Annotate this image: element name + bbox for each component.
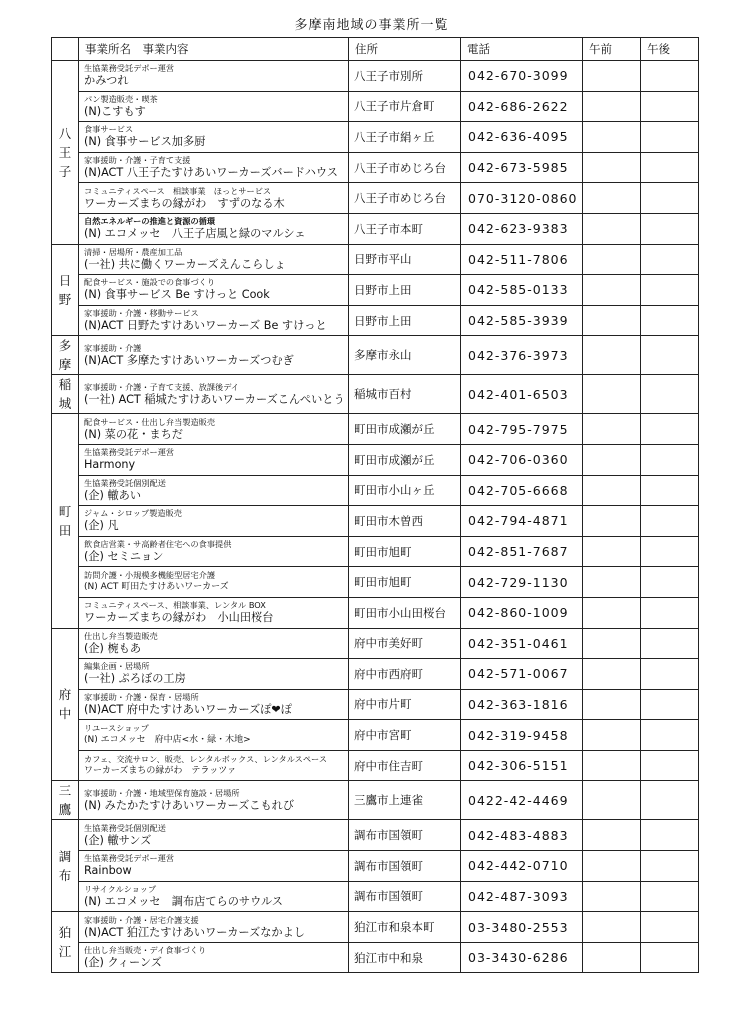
pm-cell	[641, 122, 699, 153]
address-cell: 町田市小山ヶ丘	[349, 475, 461, 506]
business-name: (N) 食事サービス Be すけっと Cook	[84, 288, 270, 302]
business-directory-table	[51, 37, 699, 973]
business-description: 仕出し弁当販売・デイ食事づくり	[84, 945, 207, 956]
address-cell: 稲城市百村	[349, 375, 461, 414]
region-char: 八	[58, 125, 72, 141]
region-char: 王	[58, 144, 72, 160]
pm-cell	[641, 475, 699, 506]
business-name: (一社) ぷろぼの工房	[84, 672, 186, 686]
business-description: 自然エネルギーの推進と資源の循環	[84, 216, 216, 227]
pm-cell	[641, 628, 699, 659]
phone-cell: 042-306-5151	[461, 750, 583, 781]
business-description: 編集企画・居場所	[84, 661, 150, 672]
region-char: 子	[58, 163, 72, 179]
table-row	[52, 91, 699, 122]
business-name: Harmony	[84, 458, 136, 472]
phone-cell: 042-585-3939	[461, 305, 583, 336]
business-cell	[79, 91, 349, 122]
region-char: 調	[58, 848, 72, 864]
pm-cell	[641, 444, 699, 475]
pm-cell	[641, 781, 699, 820]
address-cell: 府中市片町	[349, 689, 461, 720]
business-cell	[79, 183, 349, 214]
business-name: (N) エコメッセ 調布店てらのサウルス	[84, 894, 283, 908]
address-cell: 八王子市めじろ台	[349, 152, 461, 183]
region-cell	[52, 61, 79, 245]
pm-cell	[641, 750, 699, 781]
pm-cell	[641, 244, 699, 275]
business-cell	[79, 444, 349, 475]
am-cell	[583, 336, 641, 375]
phone-cell: 042-705-6668	[461, 475, 583, 506]
pm-cell	[641, 506, 699, 537]
phone-cell: 042-794-4871	[461, 506, 583, 537]
business-description: ジャム・シロップ製造販売	[84, 508, 182, 519]
table-row	[52, 567, 699, 598]
table-row	[52, 183, 699, 214]
am-cell	[583, 881, 641, 912]
business-cell	[79, 536, 349, 567]
phone-cell: 042-851-7687	[461, 536, 583, 567]
business-description: 家事援助・介護・移動サービス	[84, 308, 199, 319]
address-cell: 府中市美好町	[349, 628, 461, 659]
address-cell: 町田市小山田桜台	[349, 597, 461, 628]
table-row	[52, 375, 699, 414]
table-row	[52, 414, 699, 445]
business-name: (N)ACT 多摩たすけあいワーカーズつむぎ	[84, 353, 294, 367]
phone-cell: 042-483-4883	[461, 820, 583, 851]
phone-cell: 03-3480-2553	[461, 912, 583, 943]
table-row	[52, 689, 699, 720]
business-description: 生協業務受託デポー運営	[84, 63, 175, 74]
address-cell: 八王子市めじろ台	[349, 183, 461, 214]
business-description: 生協業務受託個別配送	[84, 477, 166, 488]
business-description: カフェ、交流サロン、販売、レンタルボックス、レンタルスペース	[84, 753, 328, 764]
business-name: (N)ACT 八王子たすけあいワーカーズバードハウス	[84, 166, 338, 180]
pm-cell	[641, 305, 699, 336]
pm-cell	[641, 61, 699, 92]
am-cell	[583, 91, 641, 122]
address-cell: 八王子市絹ヶ丘	[349, 122, 461, 153]
region-char: 稲	[58, 377, 72, 393]
address-cell: 日野市上田	[349, 305, 461, 336]
phone-cell: 042-795-7975	[461, 414, 583, 445]
am-cell	[583, 475, 641, 506]
address-cell: 府中市住吉町	[349, 750, 461, 781]
phone-cell: 042-860-1009	[461, 597, 583, 628]
business-name: (企) クィーンズ	[84, 956, 162, 970]
business-cell	[79, 244, 349, 275]
business-description: リサイクルショップ	[84, 883, 157, 894]
phone-cell: 042-623-9383	[461, 213, 583, 244]
region-char: 布	[58, 867, 72, 883]
region-cell	[52, 336, 79, 375]
am-cell	[583, 597, 641, 628]
region-cell	[52, 781, 79, 820]
table-body	[52, 61, 699, 973]
am-cell	[583, 305, 641, 336]
business-description: 生協業務受託デポー運営	[84, 447, 175, 458]
pm-cell	[641, 942, 699, 973]
business-cell	[79, 122, 349, 153]
region-char: 三	[58, 783, 72, 799]
business-name: (企) 椀もあ	[84, 641, 142, 655]
phone-cell: 0422-42-4469	[461, 781, 583, 820]
region-char: 田	[58, 522, 72, 538]
address-cell: 府中市西府町	[349, 659, 461, 690]
am-cell	[583, 689, 641, 720]
business-cell	[79, 414, 349, 445]
business-cell	[79, 659, 349, 690]
business-name: (一社) 共に働くワーカーズえんこらしょ	[84, 257, 286, 271]
address-cell: 町田市旭町	[349, 536, 461, 567]
am-cell	[583, 750, 641, 781]
business-name: (N)こすもす	[84, 104, 146, 118]
table-row	[52, 720, 699, 751]
phone-cell: 042-636-4095	[461, 122, 583, 153]
table-row	[52, 536, 699, 567]
pm-cell	[641, 275, 699, 306]
table-row	[52, 820, 699, 851]
header-phone: 電話	[461, 38, 583, 61]
header-address: 住所	[349, 38, 461, 61]
pm-cell	[641, 912, 699, 943]
business-name: ワーカーズまちの縁がわ テラッツァ	[84, 765, 237, 776]
business-cell	[79, 375, 349, 414]
table-row	[52, 912, 699, 943]
am-cell	[583, 375, 641, 414]
phone-cell: 070-3120-0860	[461, 183, 583, 214]
am-cell	[583, 720, 641, 751]
am-cell	[583, 851, 641, 882]
table-row	[52, 597, 699, 628]
business-description: 清掃・居場所・農産加工品	[84, 246, 183, 257]
business-description: 仕出し弁当製造販売	[84, 630, 158, 641]
table-row	[52, 336, 699, 375]
business-name: (企) 轍サンズ	[84, 833, 152, 847]
business-cell	[79, 750, 349, 781]
business-cell	[79, 275, 349, 306]
pm-cell	[641, 414, 699, 445]
pm-cell	[641, 375, 699, 414]
am-cell	[583, 152, 641, 183]
address-cell: 八王子市別所	[349, 61, 461, 92]
address-cell: 多摩市永山	[349, 336, 461, 375]
pm-cell	[641, 720, 699, 751]
business-name: (N)ACT 日野たすけあいワーカーズ Be すけっと	[84, 319, 327, 333]
business-cell	[79, 336, 349, 375]
business-description: コミュニティスペース 相談事業 ほっとサービス	[84, 185, 272, 196]
address-cell: 府中市宮町	[349, 720, 461, 751]
am-cell	[583, 659, 641, 690]
address-cell: 調布市国領町	[349, 851, 461, 882]
table-row	[52, 628, 699, 659]
pm-cell	[641, 152, 699, 183]
business-description: 家事援助・介護・居宅介護支援	[84, 914, 199, 925]
address-cell: 町田市木曽西	[349, 506, 461, 537]
phone-cell: 042-673-5985	[461, 152, 583, 183]
business-description: 家事援助・介護・子育て支援	[84, 155, 191, 166]
pm-cell	[641, 597, 699, 628]
address-cell: 町田市成瀬が丘	[349, 444, 461, 475]
business-name: (N)ACT 狛江たすけあいワーカーズなかよし	[84, 925, 305, 939]
business-name: (N) 菜の花・まちだ	[84, 427, 183, 441]
am-cell	[583, 781, 641, 820]
am-cell	[583, 506, 641, 537]
header-name: 事業所名 事業内容	[79, 38, 349, 61]
am-cell	[583, 122, 641, 153]
table-row	[52, 659, 699, 690]
phone-cell: 042-670-3099	[461, 61, 583, 92]
table-row	[52, 275, 699, 306]
business-cell	[79, 213, 349, 244]
address-cell: 調布市国領町	[349, 820, 461, 851]
pm-cell	[641, 91, 699, 122]
table-row	[52, 475, 699, 506]
address-cell: 八王子市片倉町	[349, 91, 461, 122]
table-row	[52, 61, 699, 92]
am-cell	[583, 213, 641, 244]
pm-cell	[641, 851, 699, 882]
table-row	[52, 213, 699, 244]
business-cell	[79, 152, 349, 183]
am-cell	[583, 942, 641, 973]
am-cell	[583, 183, 641, 214]
am-cell	[583, 444, 641, 475]
business-name: Rainbow	[84, 864, 132, 878]
region-char: 日	[58, 272, 72, 288]
am-cell	[583, 628, 641, 659]
business-description: 家事援助・介護・子育て支援、放課後デイ	[84, 381, 239, 392]
region-char: 城	[58, 396, 72, 412]
business-description: 家事援助・介護・保育・居場所	[84, 691, 199, 702]
phone-cell: 042-363-1816	[461, 689, 583, 720]
table-row	[52, 152, 699, 183]
business-name: (N)ACT 府中たすけあいワーカーズぽ❤ぽ	[84, 702, 292, 716]
table-row	[52, 506, 699, 537]
region-cell	[52, 414, 79, 628]
pm-cell	[641, 213, 699, 244]
business-name: (N) エコメッセ 府中店<水・緑・木地>	[84, 735, 251, 746]
region-cell	[52, 244, 79, 336]
region-char: 府	[58, 687, 72, 703]
table-row	[52, 305, 699, 336]
phone-cell: 042-585-0133	[461, 275, 583, 306]
business-cell	[79, 851, 349, 882]
phone-cell: 042-706-0360	[461, 444, 583, 475]
header-pm: 午後	[641, 38, 699, 61]
pm-cell	[641, 183, 699, 214]
table-row	[52, 244, 699, 275]
address-cell: 日野市上田	[349, 275, 461, 306]
table-row	[52, 942, 699, 973]
business-description: リユースショップ	[84, 723, 149, 734]
header-row	[52, 38, 699, 61]
business-cell	[79, 567, 349, 598]
address-cell: 三鷹市上連雀	[349, 781, 461, 820]
table-row	[52, 851, 699, 882]
business-cell	[79, 912, 349, 943]
phone-cell: 042-401-6503	[461, 375, 583, 414]
address-cell: 町田市成瀬が丘	[349, 414, 461, 445]
table-row	[52, 881, 699, 912]
business-name: (企) 凡	[84, 519, 119, 533]
address-cell: 八王子市本町	[349, 213, 461, 244]
pm-cell	[641, 881, 699, 912]
am-cell	[583, 820, 641, 851]
business-description: 訪問介護・小規模多機能型居宅介護	[84, 570, 216, 581]
business-cell	[79, 475, 349, 506]
business-name: (企) 轍あい	[84, 488, 142, 502]
phone-cell: 042-571-0067	[461, 659, 583, 690]
address-cell: 日野市平山	[349, 244, 461, 275]
address-cell: 狛江市中和泉	[349, 942, 461, 973]
business-description: 生協業務受託デポー運営	[84, 853, 175, 864]
pm-cell	[641, 689, 699, 720]
address-cell: 町田市旭町	[349, 567, 461, 598]
business-cell	[79, 942, 349, 973]
business-name: (N) エコメッセ 八王子店風と緑のマルシェ	[84, 227, 306, 241]
business-cell	[79, 61, 349, 92]
region-char: 摩	[58, 357, 72, 373]
business-cell	[79, 305, 349, 336]
business-cell	[79, 597, 349, 628]
am-cell	[583, 912, 641, 943]
address-cell: 調布市国領町	[349, 881, 461, 912]
phone-cell: 042-319-9458	[461, 720, 583, 751]
header-region	[52, 38, 79, 61]
business-description: 家事援助・介護・地域型保育施設・居場所	[84, 787, 240, 798]
business-description: コミュニティスペース、相談事業、レンタル BOX	[84, 600, 266, 611]
business-cell	[79, 506, 349, 537]
am-cell	[583, 414, 641, 445]
phone-cell: 03-3430-6286	[461, 942, 583, 973]
header-am: 午前	[583, 38, 641, 61]
am-cell	[583, 275, 641, 306]
region-char: 町	[58, 503, 72, 519]
pm-cell	[641, 567, 699, 598]
page-title: 多摩南地域の事業所一覧	[294, 18, 449, 33]
phone-cell: 042-729-1130	[461, 567, 583, 598]
business-cell	[79, 781, 349, 820]
business-description: 生協業務受託個別配送	[84, 822, 166, 833]
business-cell	[79, 881, 349, 912]
business-name: (企) セミニョン	[84, 550, 164, 564]
business-cell	[79, 820, 349, 851]
business-name: かみつれ	[84, 74, 129, 88]
business-description: 家事援助・介護	[84, 342, 142, 353]
phone-cell: 042-351-0461	[461, 628, 583, 659]
region-char: 多	[58, 338, 72, 354]
business-name: ワーカーズまちの縁がわ 小山田桜台	[84, 611, 274, 625]
region-char: 鷹	[58, 802, 72, 818]
business-name: (N) みたかたすけあいワーカーズこもれび	[84, 798, 295, 812]
business-cell	[79, 720, 349, 751]
am-cell	[583, 61, 641, 92]
business-name: (N) ACT 町田たすけあいワーカーズ	[84, 582, 229, 593]
region-char: 中	[58, 706, 72, 722]
business-name: (一社) ACT 稲城たすけあいワーカーズこんぺいとう	[84, 392, 345, 406]
business-cell	[79, 689, 349, 720]
region-char: 野	[58, 291, 72, 307]
am-cell	[583, 536, 641, 567]
business-description: 飲食店営業・サ高齢者住宅への食事提供	[84, 539, 232, 550]
pm-cell	[641, 820, 699, 851]
region-cell	[52, 628, 79, 781]
phone-cell: 042-686-2622	[461, 91, 583, 122]
am-cell	[583, 244, 641, 275]
am-cell	[583, 567, 641, 598]
region-cell	[52, 375, 79, 414]
table-row	[52, 122, 699, 153]
table-row	[52, 750, 699, 781]
region-cell	[52, 820, 79, 912]
business-description: パン製造販売・喫茶	[84, 93, 158, 104]
phone-cell: 042-487-3093	[461, 881, 583, 912]
phone-cell: 042-511-7806	[461, 244, 583, 275]
business-cell	[79, 628, 349, 659]
address-cell: 狛江市和泉本町	[349, 912, 461, 943]
business-name: ワーカーズまちの縁がわ すずのなる木	[84, 196, 285, 210]
phone-cell: 042-442-0710	[461, 851, 583, 882]
business-description: 配食サービス・仕出し弁当製造販売	[84, 416, 216, 427]
business-description: 配食サービス・施設での食事づくり	[84, 277, 216, 288]
business-description: 食事サービス	[84, 124, 134, 135]
pm-cell	[641, 536, 699, 567]
phone-cell: 042-376-3973	[461, 336, 583, 375]
pm-cell	[641, 659, 699, 690]
table-row	[52, 781, 699, 820]
region-char: 狛	[58, 925, 72, 941]
table-row	[52, 444, 699, 475]
region-char: 江	[58, 944, 72, 960]
region-cell	[52, 912, 79, 973]
pm-cell	[641, 336, 699, 375]
business-name: (N) 食事サービス加多厨	[84, 135, 206, 149]
